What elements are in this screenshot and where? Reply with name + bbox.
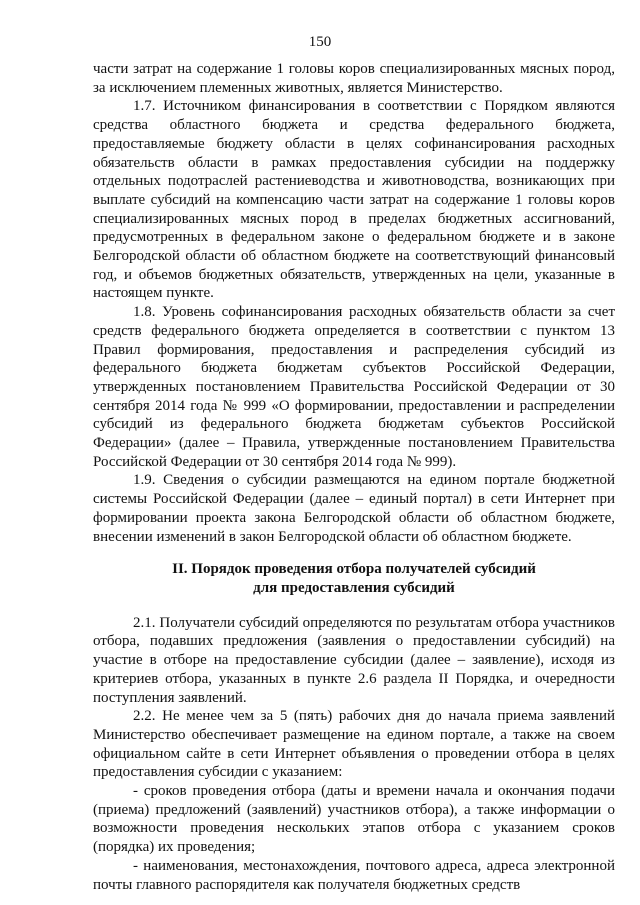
section-heading bbox=[93, 560, 615, 597]
document-body bbox=[93, 60, 615, 894]
paragraph-1-9: 1.9. Сведения о субсидии размещаются на едином портале бюджетной системы Российской Федерации (далее – единый портал) в сети Интернет при формировании проекта закона Белгородской области об областном бюджете, внесении изменений в закон Белгородской области об областном бюджете. bbox=[93, 472, 615, 545]
section-heading-line-1: II. Порядок проведения отбора получателей субсидий bbox=[172, 561, 536, 578]
list-item-deadlines: - сроков проведения отбора (даты и времени начала и окончания подачи (приема) предложений (заявлений) участников отбора), а также информации о возможности проведения нескольких этапов отбора с указанием сроков (порядка) их проведения; bbox=[93, 783, 615, 856]
list-item-contacts: - наименования, местонахождения, почтового адреса, адреса электронной почты главного распорядителя как получателя бюджетных средств bbox=[93, 857, 615, 893]
paragraph-1-8: 1.8. Уровень софинансирования расходных обязательств области за счет средств федерального бюджета определяется в соответствии с пунктом 13 Правил формирования, предоставления и распределения субсидий из федерального бюджета бюджетам субъектов Российской Федерации, утвержденных постановлением Правительства Российской Федерации от 30 сентября 2014 года № 999 «О формировании, предоставлении и распределении субсидий из федерального бюджета бюджетам субъектов Российской Федерации» (далее – Правила, утвержденные постановлением Правительства Российской Федерации от 30 сентября 2014 года № 999). bbox=[93, 304, 615, 470]
paragraph-intro-continuation: части затрат на содержание 1 головы коров специализированных мясных пород, за исключением племенных животных, является Министерство. bbox=[93, 61, 615, 96]
paragraph-2-1: 2.1. Получатели субсидий определяются по результатам отбора участников отбора, подавших предложения (заявления о предоставлении субсидий) на участие в отборе на предоставление субсидии (далее – заявление), исходя из критериев отбора, указанных в пункте 2.6 раздела II Порядка, и очередности поступления заявлений. bbox=[93, 614, 615, 706]
section-heading-line-2: для предоставления субсидий bbox=[253, 579, 455, 596]
page-number: 150 bbox=[308, 34, 332, 50]
paragraph-1-7: 1.7. Источником финансирования в соответствии с Порядком являются средства областного бюджета и средства федерального бюджета, предоставляемые бюджету области в целях софинансирования расходных обязательств области в рамках предоставления субсидии на поддержку отдельных подотраслей растениеводства и животноводства, возникающих при выплате субсидий на компенсацию части затрат на содержание 1 головы коров специализированных мясных пород в пределах бюджетных ассигнований, предусмотренных в федеральном законе о федеральном бюджете и в законе Белгородской области об областном бюджете на соответствующий финансовый год, и объемов бюджетных обязательств, утвержденных на цели, указанные в настоящем пункте. bbox=[93, 98, 615, 302]
paragraph-2-2: 2.2. Не менее чем за 5 (пять) рабочих дня до начала приема заявлений Министерство обеспечивает размещение на едином портале, а также на своем официальном сайте в сети Интернет объявления о проведении отбора в целях предоставления субсидии с указанием: bbox=[93, 708, 615, 781]
